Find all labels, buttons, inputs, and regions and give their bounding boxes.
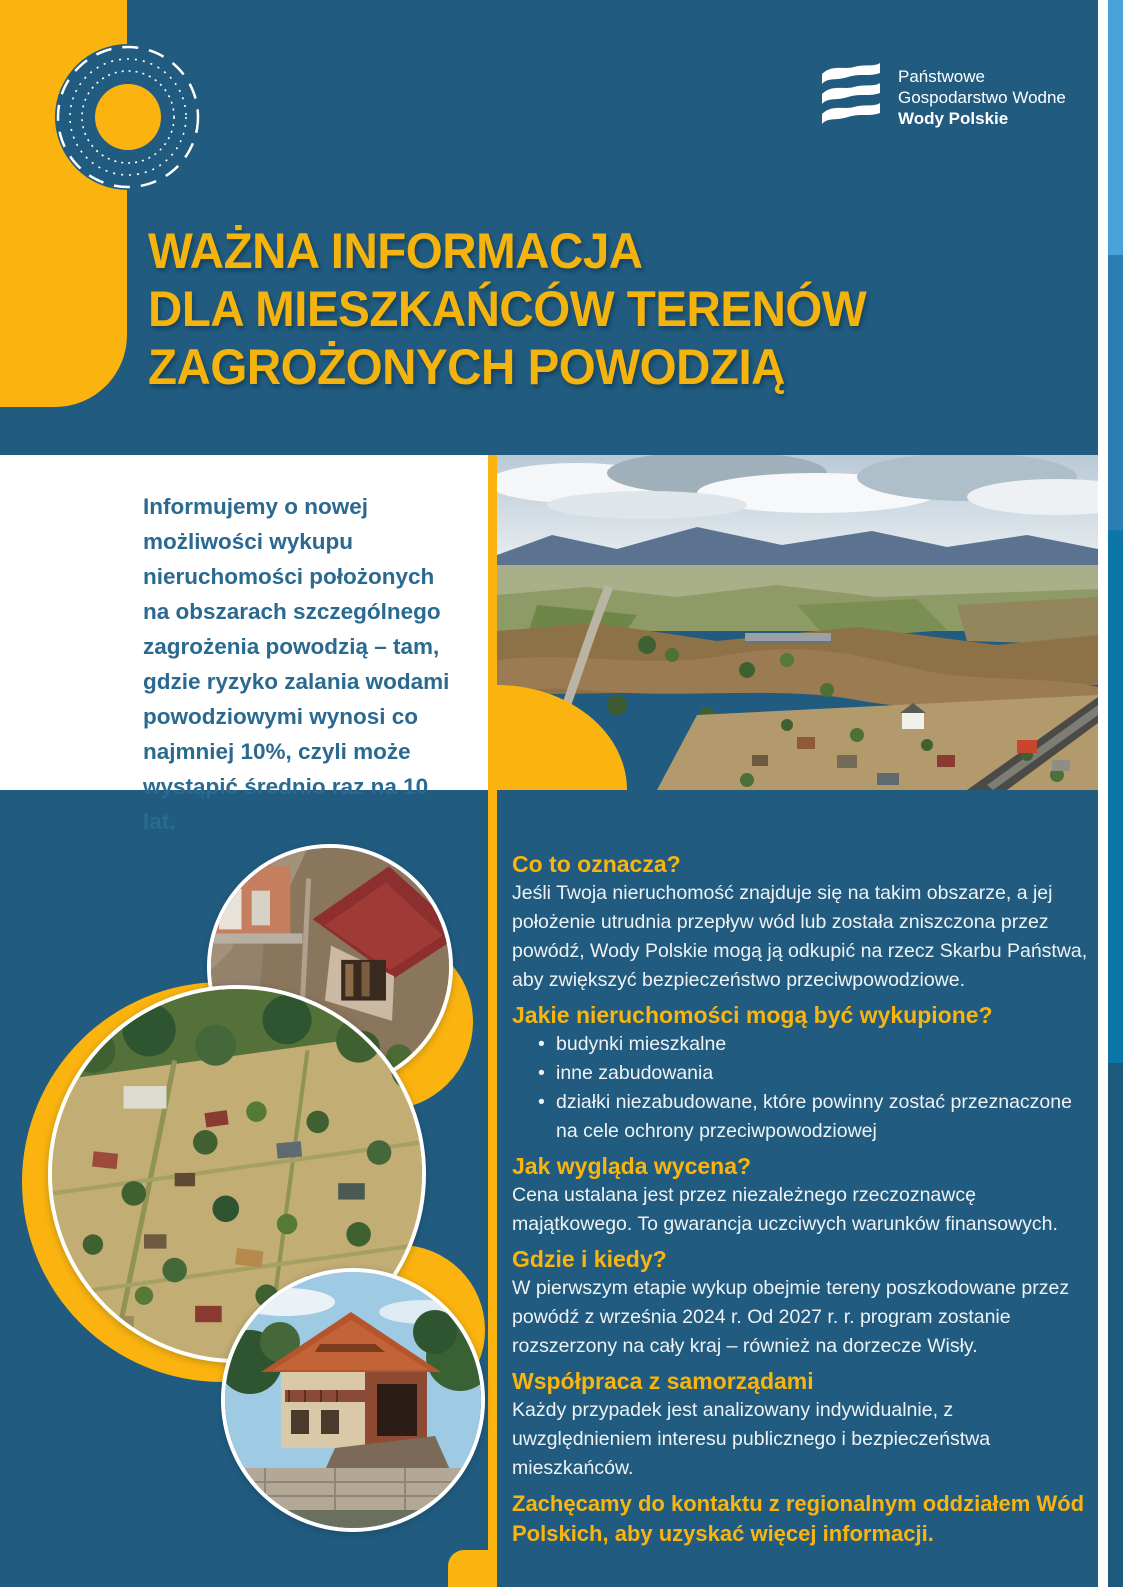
decor-target-circles — [53, 42, 203, 192]
section-heading: Współpraca z samorządami — [512, 1368, 814, 1394]
circle-photo-collapsed-wall-house — [221, 1268, 485, 1532]
bullet-item: • inne zabudowania — [512, 1059, 1090, 1088]
section-jakie-nieruchomosci — [512, 1001, 1090, 1146]
section-body: Cena ustalana jest przez niezależnego rzeczoznawcę majątkowego. To gwarancja uczciwych warunków finansowych. — [512, 1184, 1058, 1235]
section-body: W pierwszym etapie wykup obejmie tereny poszkodowane przez powódź z września 2024 r. Od 2027 r. r. program zostanie rozszerzony na cały kraj – również na dorzecze Wisły. — [512, 1277, 1070, 1357]
section-jak-wyglada-wycena — [512, 1152, 1090, 1239]
section-heading: Co to oznacza? — [512, 851, 681, 877]
section-body: Jeśli Twoja nieruchomość znajduje się na takim obszarze, a jej położenie utrudnia przepływ wód lub została zniszczona przez powódź, Wody Polskie mogą ją odkupić na rzecz Skarbu Państwa, aby zwiększyć bezpieczeństwo przeciwpowodziowe. — [512, 882, 1088, 991]
bullet-marker: • — [538, 1062, 545, 1084]
target-circles-icon — [53, 42, 203, 192]
section-heading: Jakie nieruchomości mogą być wykupione? — [512, 1002, 993, 1028]
brand-logo-text — [898, 60, 1066, 130]
wody-polskie-waves-icon — [818, 60, 884, 124]
bullet-item: • działki niezabudowane, które powinny zostać przeznaczone na cele ochrony przeciwpowodziowej — [512, 1088, 1090, 1146]
info-sections — [512, 850, 1090, 1549]
brand-logo — [818, 60, 1098, 130]
title-line-2: DLA MIESZKAŃCÓW TERENÓW — [148, 281, 867, 337]
right-edge-white-gap — [1098, 0, 1108, 1587]
brand-line-1: Państwowe — [898, 67, 985, 86]
bullet-marker: • — [538, 1091, 545, 1113]
decor-yellow-bottom-tab — [448, 1550, 497, 1587]
poster-title — [148, 222, 866, 396]
strip-segment-dark-blue — [1108, 1063, 1123, 1587]
section-heading: Jak wygląda wycena? — [512, 1153, 752, 1179]
title-line-3: ZAGROŻONYCH POWODZIĄ — [148, 339, 786, 395]
brand-line-2: Gospodarstwo Wodne — [898, 88, 1066, 107]
section-body: Każdy przypadek jest analizowany indywidualnie, z uwzględnieniem interesu publicznego i bezpieczeństwa mieszkańców. — [512, 1399, 991, 1479]
decor-yellow-vertical-strip — [488, 455, 497, 1587]
section-wspolpraca-z-samorzadami — [512, 1367, 1090, 1483]
strip-segment-light-blue — [1108, 0, 1123, 255]
right-edge-color-strip — [1108, 0, 1123, 1587]
section-co-to-oznacza — [512, 850, 1090, 995]
strip-segment-teal — [1108, 530, 1123, 1063]
intro-text: Informujemy o nowej możliwości wykupu nieruchomości położonych na obszarach szczególnego zagrożenia powodzią – tam, gdzie ryzyko zalania wodami powodziowymi wynosi co najmniej 10%, czyli może wystąpić średnio raz na 10 lat. — [143, 494, 450, 834]
bullet-marker: • — [538, 1033, 545, 1055]
bullet-item: • budynki mieszkalne — [512, 1030, 1090, 1059]
section-heading: Gdzie i kiedy? — [512, 1246, 667, 1272]
contact-cta: Zachęcamy do kontaktu z regionalnym oddziałem Wód Polskich, aby uzyskać więcej informacji. — [512, 1491, 1085, 1546]
section-gdzie-i-kiedy — [512, 1245, 1090, 1361]
strip-segment-mid-blue — [1108, 255, 1123, 530]
brand-line-3: Wody Polskie — [898, 109, 1009, 128]
title-line-1: WAŻNA INFORMACJA — [148, 223, 643, 279]
bullet-list — [512, 1030, 1090, 1146]
